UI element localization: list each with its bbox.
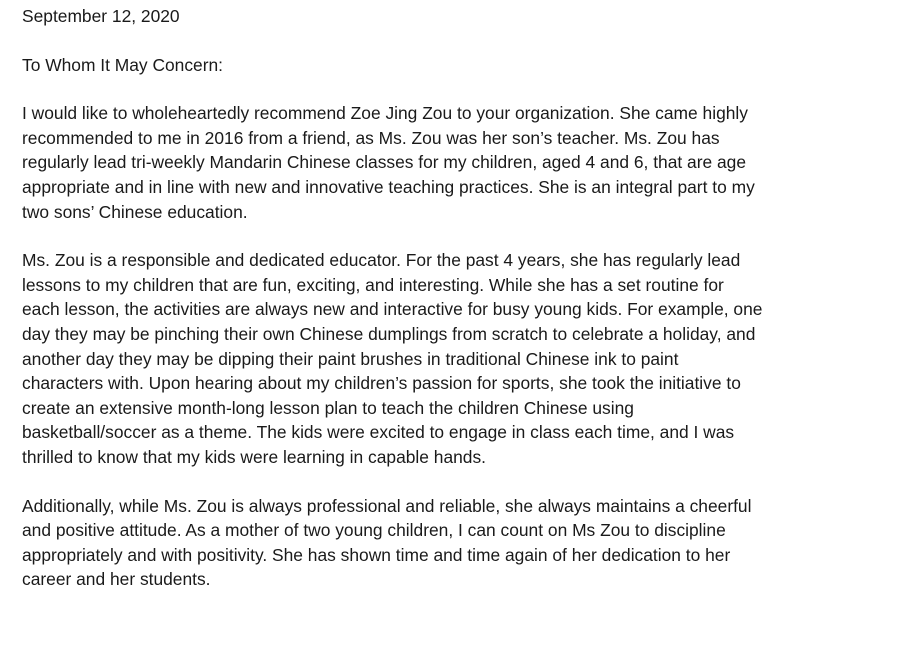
paragraph-line: appropriate and in line with new and innovative teaching practices. She is an integral part to my xyxy=(22,176,755,197)
paragraph-line: thrilled to know that my kids were learning in capable hands. xyxy=(22,446,487,467)
paragraph-line: each lesson, the activities are always new and interactive for busy young kids. For example, one xyxy=(22,299,763,320)
paragraph-line: career and her students. xyxy=(22,569,211,590)
paragraph-line: Additionally, while Ms. Zou is always professional and reliable, she always maintains a cheerful xyxy=(22,495,752,516)
recommendation-letter xyxy=(22,0,882,592)
paragraph-teaching xyxy=(22,248,882,469)
paragraph-line: Ms. Zou is a responsible and dedicated educator. For the past 4 years, she has regularly lead xyxy=(22,250,741,271)
paragraph-line: basketball/soccer as a theme. The kids were excited to engage in class each time, and I was xyxy=(22,422,735,443)
paragraph-character xyxy=(22,494,882,592)
paragraph-line: I would like to wholeheartedly recommend Zoe Jing Zou to your organization. She came highly xyxy=(22,103,748,124)
paragraph-line: lessons to my children that are fun, exciting, and interesting. While she has a set routine for xyxy=(22,274,724,295)
paragraph-line: characters with. Upon hearing about my children’s passion for sports, she took the initiative to xyxy=(22,373,741,394)
paragraph-line: and positive attitude. As a mother of two young children, I can count on Ms Zou to discipline xyxy=(22,520,726,541)
paragraph-introduction xyxy=(22,101,882,224)
paragraph-line: two sons’ Chinese education. xyxy=(22,201,248,222)
letter-date: September 12, 2020 xyxy=(22,6,180,26)
paragraph-line: regularly lead tri-weekly Mandarin Chinese classes for my children, aged 4 and 6, that are age xyxy=(22,152,747,173)
paragraph-line: appropriately and with positivity. She has shown time and time again of her dedication to her xyxy=(22,544,731,565)
paragraph-line: recommended to me in 2016 from a friend, as Ms. Zou was her son’s teacher. Ms. Zou has xyxy=(22,127,720,148)
paragraph-line: day they may be pinching their own Chinese dumplings from scratch to celebrate a holiday, and xyxy=(22,323,756,344)
paragraph-line: another day they may be dipping their paint brushes in traditional Chinese ink to paint xyxy=(22,348,679,369)
letter-salutation: To Whom It May Concern: xyxy=(22,54,224,75)
paragraph-line: create an extensive month-long lesson plan to teach the children Chinese using xyxy=(22,397,634,418)
